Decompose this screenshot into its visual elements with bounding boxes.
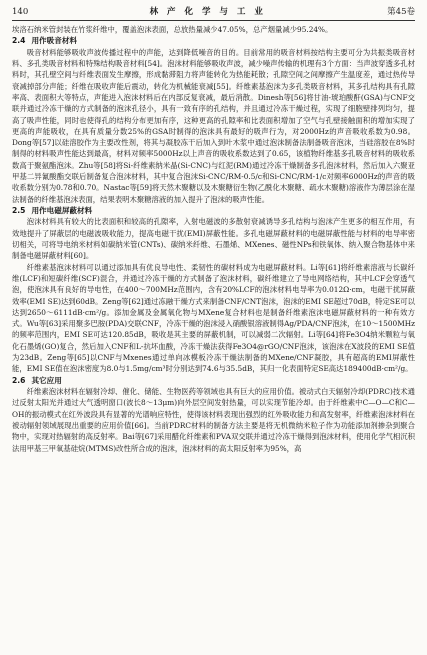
- paragraph: 纤维素泡沫材料在辐射冷却、催化、储能、生物医药等领域也具有巨大的应用价值。被动式白天辐射冷却(PDRC)技术通过反射太阳光并通过大气透明窗口(波长8～13μm)向外层空间发射热量，可以实现节能冷却。由于纤维素中C—O—C和C—OH的振动模式在红外波段具有显著的光谱响应特性，使得该材料表现出强烈的红外吸收能力和高发射率，纤维素泡沫材料在被动辐射领域展现出重要的应用价值[66]。当前PDRC材料的制备方法主要是将无机微纳米粒子作为功能添加剂掺杂到聚合物中，实现对热辐射的高反射率。Bai等[67]采用醋化纤维素和PVA双交联并通过冷冻干燥得到泡沫材料，使用化学气相沉积法用甲基三甲氧基硅烷(MTMS)改性所合成的泡沫，泡沫材料的高太阳反射率为95%，高: [12, 387, 415, 453]
- paragraph: 泡沫材料具有较大的比表面积和较高的孔隙率，入射电磁波的多散射衰减诱导多孔结构与泡沫产生更多的相互作用，有效地提升了屏蔽层的电磁波吸收能力，提高电磁干扰(EMI)屏蔽性能。多孔电磁屏蔽材料的电磁屏蔽性能与材料的电导率密切相关，可将导电纳米材料如碳纳米管(CNTs)、碳纳米纤维、石墨烯、MXenes、磁性NPs和铁氧体、纳入聚合物基体中来制备电磁屏蔽材料[60]。: [12, 217, 415, 261]
- section-title: 用作吸音材料: [31, 36, 78, 46]
- section-number: 2.5: [12, 205, 26, 215]
- section-title: 其它应用: [31, 375, 62, 385]
- section-heading-2-4: [12, 35, 415, 47]
- volume-label: 第45卷: [387, 7, 415, 17]
- section-heading-2-5: [12, 205, 415, 217]
- paragraph: 吸音材料能够吸收声波传播过程中的声能，达到降低噪音的目的。目前常用的吸音材料按结构主要可分为共振类吸音材料、多孔类吸音材料和特殊结构吸音材料[54]。泡沫材料能够吸收声波，减少噪声传输的机理有3个方面：当声波穿透多孔材料时，其孔壁空间与纤维表面发生摩擦，形成黏滞阻力将声能转化为热能耗散；孔隙空间之间摩擦产生温度差，通过热传导衰减掉部分声能；纤维在吸收声能后震动，转化为机械能衰减[55]。纤维素基泡沫为多孔类吸音材料，其多孔结构具有孔隙率高、表面积大等特点，声能进入泡沫材料后在内部反复衰减，最后消散。Dinesh等[56]将甘油-琥珀酸酐(GSA)与CNF交联并通过冷冻干燥的方式制备的泡沫孔径小，具有一致有序的孔结构，并且通过冷冻干燥过程，实现了细胞壁排列均匀，提高了吸声性能，同时也使得孔的结构分布更加有序，这种更高的孔隙率和比表面积增加了空气与孔壁接触面积的增加实现了更高的声能吸收，在具有质量分数25%的GSA时制得的泡沫具有最好的吸声行为，对2000Hz的声音吸收系数为0.98。Dong等[57]以硅溶胶作为主要改性剂，将其与凝胶冻干后加入到叶木浆中通过泡沫制备法制备吸音泡沫，当硅溶胶在8%时制得的材料吸声性能达到最高，材料对频率5000Hz以上声音的吸收系数达到了0.65，该植物纤维基多孔吸音材料的吸收系数高于聚氨酯泡沫。Zhu等[58]将Si-纤维素纳米晶(Si-CNC)与红泥(RM)通过冷冻干燥制备多孔泡沫材料，然后加入六聚亚甲基二异氰酸酯交联后制备复合泡沫材料，其中复合泡沫Si-CNC/RM-0.5/c和Si-CNC/RM-1/c对频率6000Hz的声音的吸收系数分别为0.78和0.70。Nastac等[59]将天然木聚糖以及木聚糖衍生物(乙酰化木聚糖、疏水木聚糖)溶液作为薄层涂在湿法制备的纤维基泡沫表面，结果表明木聚糖溶液的加入提升了泡沫的吸声性能。: [12, 47, 415, 204]
- section-number: 2.4: [12, 36, 26, 46]
- paragraph: 纤维素基泡沫材料可以通过添加具有优良导电性、柔韧性的碳材料成为电磁屏蔽材料。Li等[61]将纤维素溶液与长碳纤维(LCF)和短碳纤维(SCF)混合，并通过冷冻干燥的方式制备了泡沫材料，碳纤维建立了导电网络结构，其中LCF会穿透气泡，使泡沫具有良好的导电性，在400～700MHz范围内，含有20%LCF的泡沫材料电导率为0.012Ω·cm，电磁干扰屏蔽效率(EMI SE)达到60dB。Zeng等[62]通过冻融干燥方式来制备CNF/CNT泡沫，泡沫的EMI SE超过70dB，特定SE可以达到2650～6111dB·cm²/g。添加金属及金属氧化物与MXene复合材料也是制备纤维素泡沫电磁屏蔽材料的一种有效方式。Wu等[63]采用聚多巴胺(PDA)交联CNF，冷冻干燥的泡沫浸入硝酸银溶液制得Ag/PDA/CNF泡沫，在10～1500MHz的频率范围内，EMI SE可达120.85dB，吸收是其主要的屏蔽机制，可以减弱二次辐射。Li等[64]将Fe3O4纳米颗粒与氧化石墨烯(GO)复合，然后加入CNF和L-抗坏血酸，冷冻干燥法获得Fe3O4@rGO/CNF泡沫，该泡沫在X波段的EMI SE值为23dB。Zeng等[65]以CNF与Mxenes通过单向冰模板冷冻干燥法制备的MXene/CNF凝胶，具有超高的EMI屏蔽性能，EMI SE值在泡沫密度为8.0与1.5mg/cm³时分别达到74.6与35.5dB，其归一化表面特定SE高达189400dB·cm²/g。: [12, 262, 415, 374]
- journal-title: 林 产 化 学 与 工 业: [149, 7, 266, 17]
- article-body: [12, 24, 415, 454]
- running-header: [12, 5, 415, 21]
- section-number: 2.6: [12, 375, 26, 385]
- section-title: 用作电磁屏蔽材料: [31, 205, 93, 215]
- page-number: 140: [12, 7, 29, 17]
- opening-paragraph: 埃洛石纳米管封装在竹浆纤维中，覆盖泡沫表面，总放热量减少47.05%，总产烟量减少95.24%。: [12, 25, 333, 34]
- section-heading-2-6: [12, 375, 415, 387]
